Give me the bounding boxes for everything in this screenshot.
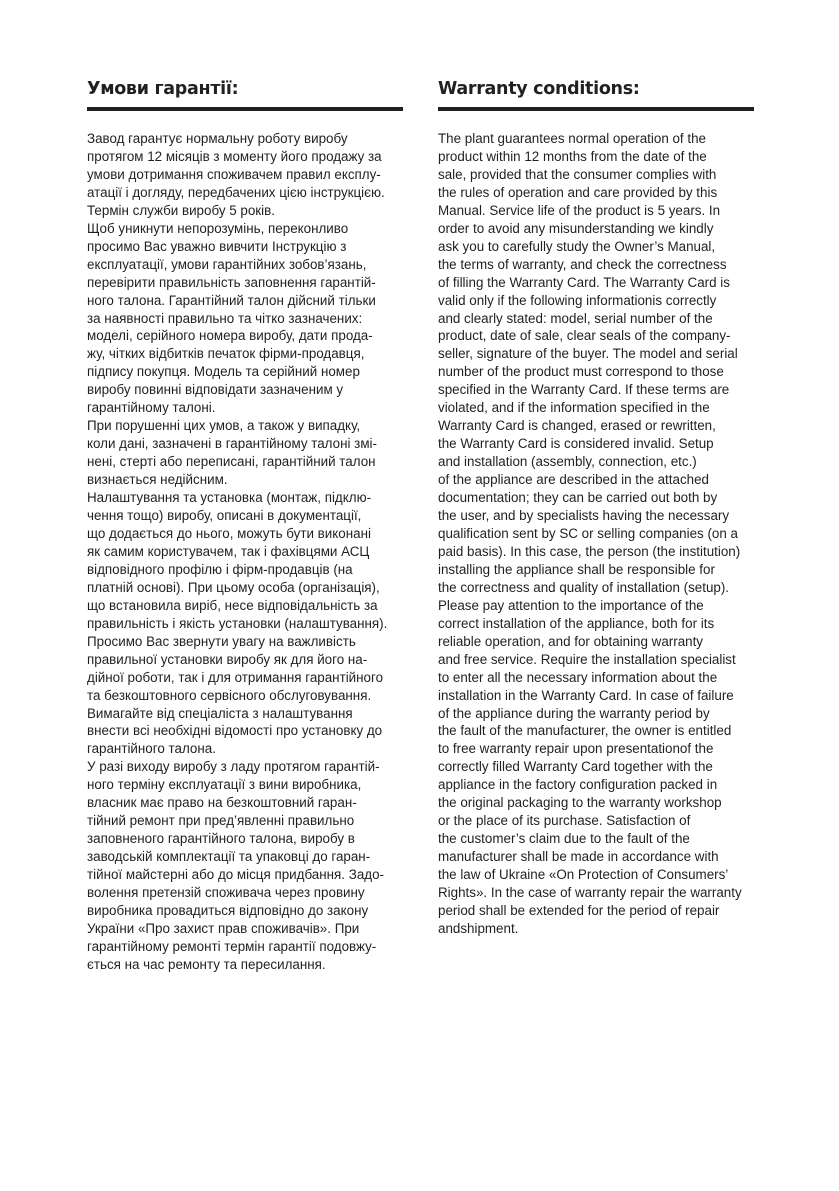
ukrainian-heading: Умови гарантії:: [87, 79, 239, 99]
text-line: installation in the Warranty Card. In case of failure: [438, 687, 734, 703]
english-warranty-column: [438, 74, 754, 938]
text-line: гарантійного талона.: [87, 741, 216, 757]
text-line: ного терміну експлуатації з вини виробника,: [87, 777, 362, 793]
text-line: seller, signature of the buyer. The model and serial: [438, 346, 738, 362]
text-line: of the appliance are described in the attached: [438, 472, 709, 488]
text-line: тійний ремонт при пред’явленні правильно: [87, 813, 355, 829]
text-line: та безкоштовного сервісного обслуговування.: [87, 687, 372, 703]
text-line: Вимагайте від спеціаліста з налаштування: [87, 705, 353, 721]
text-line: Просимо Вас звернути увагу на важливість: [87, 633, 356, 649]
text-line: ного талона. Гарантійний талон дійсний тільки: [87, 292, 376, 308]
ukrainian-body-text: [87, 130, 403, 974]
text-line: to enter all the necessary information about the: [438, 669, 718, 685]
text-line: Please pay attention to the importance of the: [438, 597, 704, 613]
text-line: qualification sent by SC or selling companies (on a: [438, 525, 738, 541]
text-line: andshipment.: [438, 920, 519, 936]
text-line: product within 12 months from the date of the: [438, 148, 707, 164]
text-line: period shall be extended for the period of repair: [438, 902, 720, 918]
text-line: order to avoid any misunderstanding we kindly: [438, 220, 714, 236]
text-line: installing the appliance shall be responsible for: [438, 561, 715, 577]
text-line: documentation; they can be carried out both by: [438, 490, 718, 506]
text-line: протягом 12 місяців з моменту його продажу за: [87, 148, 382, 164]
text-line: У разі виходу виробу з ладу протягом гарантій-: [87, 759, 380, 775]
english-body-text: [438, 130, 754, 938]
text-line: ask you to carefully study the Owner’s Manual,: [438, 238, 716, 254]
text-line: sale, provided that the consumer complies with: [438, 166, 717, 182]
text-line: як самим користувачем, так і фахівцями АСЦ: [87, 543, 370, 559]
text-line: перевірити правильність заповнення гарантій-: [87, 274, 376, 290]
ukrainian-heading-rule: [87, 107, 403, 111]
text-line: заповненого гарантійного талона, виробу в: [87, 831, 355, 847]
text-line: manufacturer shall be made in accordance with: [438, 849, 719, 865]
text-line: заводській комплектації та упаковці до гаран-: [87, 849, 371, 865]
text-line: Завод гарантує нормальну роботу виробу: [87, 131, 348, 146]
text-line: the rules of operation and care provided by this: [438, 184, 718, 200]
text-line: appliance in the factory configuration packed in: [438, 777, 718, 793]
text-line: що встановила виріб, несе відповідальність за: [87, 597, 378, 613]
text-line: правильної установки виробу як для його на-: [87, 651, 368, 667]
text-line: and clearly stated: model, serial number of the: [438, 310, 713, 326]
text-line: гарантійному талоні.: [87, 400, 216, 416]
text-line: Manual. Service life of the product is 5 years. In: [438, 202, 721, 218]
text-line: При порушенні цих умов, а також у випадку,: [87, 418, 361, 434]
text-line: просимо Вас уважно вивчити Інструкцію з: [87, 238, 347, 254]
text-line: атації і догляду, передбачених цією інструкцією.: [87, 184, 385, 200]
text-line: or the place of its purchase. Satisfaction of: [438, 813, 691, 829]
text-line: власник має право на безкоштовний гаран-: [87, 795, 357, 811]
english-heading: Warranty conditions:: [438, 79, 640, 99]
text-line: Щоб уникнути непорозумінь, переконливо: [87, 220, 349, 236]
text-line: violated, and if the information specified in the: [438, 400, 710, 416]
text-line: Rights». In the case of warranty repair the warranty: [438, 885, 742, 901]
text-line: of the appliance during the warranty period by: [438, 705, 710, 721]
text-line: моделі, серійного номера виробу, дати прода-: [87, 328, 373, 344]
text-line: експлуатації, умови гарантійних зобов’язань,: [87, 256, 367, 272]
text-line: чення тощо) виробу, описані в документації,: [87, 508, 362, 524]
text-line: the correctness and quality of installation (setup).: [438, 579, 730, 595]
text-line: to free warranty repair upon presentationof the: [438, 741, 714, 757]
text-line: paid basis). In this case, the person (the institution): [438, 543, 741, 559]
ukrainian-warranty-column: [87, 74, 403, 974]
text-line: product, date of sale, clear seals of the company-: [438, 328, 731, 344]
text-line: виробу повинні відповідати зазначеним у: [87, 382, 344, 398]
text-line: гарантійному ремонті термін гарантії подовжу-: [87, 938, 377, 954]
text-line: the law of Ukraine «On Protection of Consumers’: [438, 867, 729, 883]
text-line: reliable operation, and for obtaining warranty: [438, 633, 704, 649]
text-line: тійної майстерні або до місця придбання. Задо-: [87, 867, 384, 883]
english-heading-rule: [438, 107, 754, 111]
text-line: the original packaging to the warranty workshop: [438, 795, 722, 811]
text-line: Термін служби виробу 5 років.: [87, 202, 275, 218]
text-line: жу, чітких відбитків печаток фірми-продавця,: [87, 346, 365, 362]
text-line: правильність і якість установки (налаштування).: [87, 615, 388, 631]
text-line: внести всі необхідні відомості про установку до: [87, 723, 383, 739]
text-line: valid only if the following informationis correctly: [438, 292, 717, 308]
text-line: платній основі). При цьому особа (організація),: [87, 579, 380, 595]
text-line: України «Про захист прав споживачів». При: [87, 920, 360, 936]
text-line: дійної роботи, так і для отримання гарантійного: [87, 669, 384, 685]
text-line: нені, стерті або переписані, гарантійний талон: [87, 454, 376, 470]
text-line: the terms of warranty, and check the correctness: [438, 256, 727, 272]
text-line: умови дотримання споживачем правил експлу-: [87, 166, 381, 182]
text-line: відповідного профілю і фірм-продавців (на: [87, 561, 353, 577]
text-line: що додається до нього, можуть бути виконані: [87, 525, 371, 541]
text-line: Warranty Card is changed, erased or rewritten,: [438, 418, 716, 434]
text-line: the user, and by specialists having the necessary: [438, 508, 730, 524]
text-line: ється на час ремонту та пересилання.: [87, 956, 326, 972]
text-line: number of the product must correspond to those: [438, 364, 724, 380]
text-line: and free service. Require the installation specialist: [438, 651, 736, 667]
text-line: of filling the Warranty Card. The Warranty Card is: [438, 274, 730, 290]
text-line: specified in the Warranty Card. If these terms are: [438, 382, 730, 398]
text-line: The plant guarantees normal operation of the: [438, 131, 706, 146]
text-line: волення претензій споживача через провину: [87, 885, 365, 901]
text-line: визнається недійсним.: [87, 472, 228, 488]
text-line: the customer’s claim due to the fault of the: [438, 831, 690, 847]
text-line: Налаштування та установка (монтаж, підклю-: [87, 490, 372, 506]
text-line: the fault of the manufacturer, the owner is entitled: [438, 723, 732, 739]
text-line: the Warranty Card is considered invalid. Setup: [438, 436, 714, 452]
text-line: correctly filled Warranty Card together with the: [438, 759, 713, 775]
text-line: коли дані, зазначені в гарантійному талоні змі-: [87, 436, 377, 452]
text-line: підпису покупця. Модель та серійний номер: [87, 364, 360, 380]
text-line: за наявності правильно та чітко зазначених:: [87, 310, 363, 326]
text-line: correct installation of the appliance, both for its: [438, 615, 715, 631]
text-line: and installation (assembly, connection, etc.): [438, 454, 697, 470]
text-line: виробника провадиться відповідно до закону: [87, 902, 369, 918]
